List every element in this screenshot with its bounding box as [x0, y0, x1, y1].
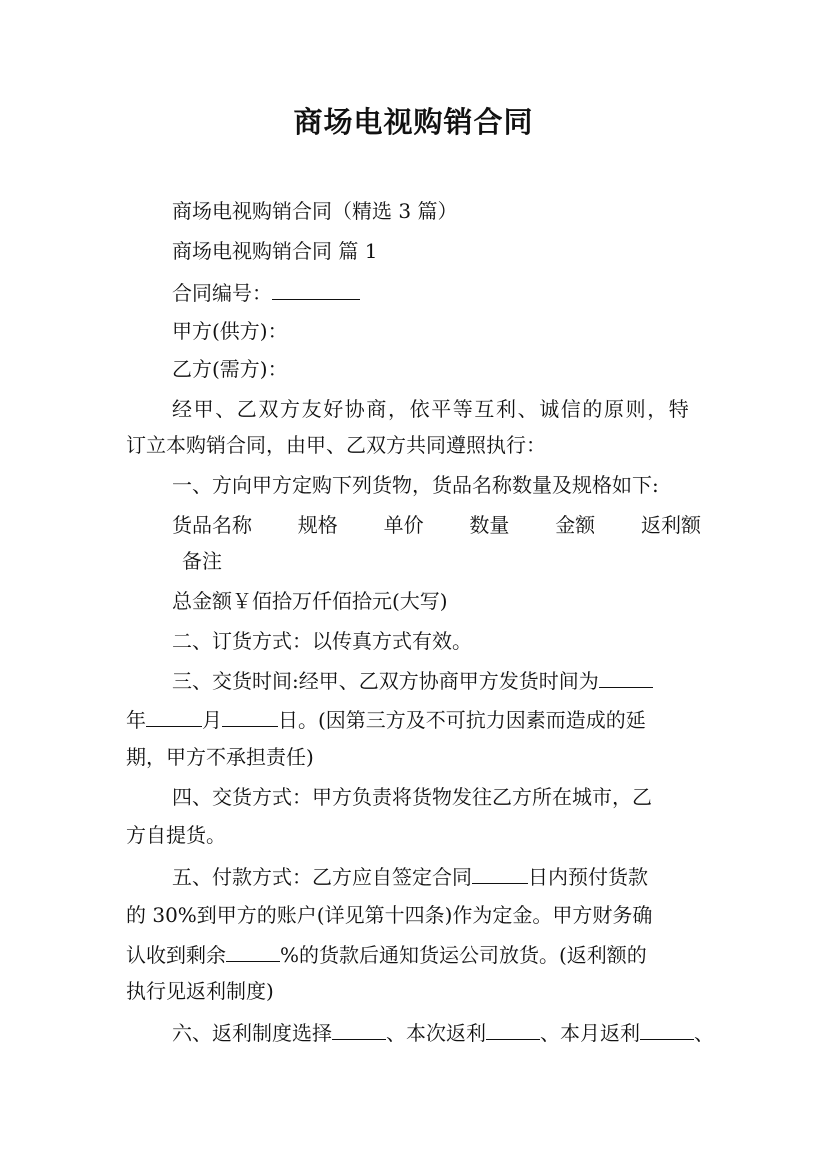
goods-table-header: [172, 513, 701, 537]
subtitle-line: 商场电视购销合同（精选 3 篇）: [172, 199, 458, 223]
column-header: 数量: [469, 513, 510, 537]
clause-3-line: [172, 667, 653, 693]
clause-5-text-3: 认收到剩余: [126, 943, 226, 967]
clause-5-line-3: [126, 941, 647, 967]
clause-5-text-4: %的货款后通知货运公司放货。(返利额的: [280, 943, 647, 967]
month-label: 月: [202, 708, 222, 732]
remaining-percent-blank: [226, 941, 280, 962]
clause-3-line-2: [126, 706, 646, 732]
column-header: 金额: [555, 513, 596, 537]
clause-6-text-4: 、: [694, 1021, 714, 1045]
year-label: 年: [126, 708, 146, 732]
prepay-days-blank: [472, 863, 528, 884]
monthly-rebate-blank: [640, 1019, 694, 1040]
clause-5-line-4: 执行见返利制度): [126, 979, 274, 1003]
document-title: 商场电视购销合同: [293, 105, 534, 139]
month-blank: [222, 706, 278, 727]
total-amount-line: 总金额￥佰拾万仟佰拾元(大写): [172, 589, 448, 613]
clause-4-line: 四、交货方式：甲方负责将货物发往乙方所在城市，乙: [172, 785, 652, 809]
day-text: 日。(因第三方及不可抗力因素而造成的延: [278, 708, 646, 732]
delivery-blank: [599, 667, 653, 688]
clause-3-line-3: 期，甲方不承担责任): [126, 745, 314, 769]
clause-6-line: [172, 1019, 714, 1045]
paragraph-line: 订立本购销合同，由甲、乙双方共同遵照执行：: [126, 433, 546, 457]
clause-6-text-3: 、本月返利: [540, 1021, 640, 1045]
clause-1-line: 一、方向甲方定购下列货物，货品名称数量及规格如下:: [172, 473, 659, 497]
contract-number-line: [172, 279, 360, 305]
contract-number-label: 合同编号：: [172, 281, 272, 305]
clause-5-line-2: 的 30%到甲方的账户(详见第十四条)作为定金。甲方财务确: [126, 903, 653, 927]
paragraph-line: 经甲、乙双方友好协商，依平等互利、诚信的原则，特: [172, 397, 691, 421]
column-header: 规格: [297, 513, 338, 537]
section-heading: 商场电视购销合同 篇 1: [172, 239, 378, 263]
clause-6-text: 六、返利制度选择: [172, 1021, 332, 1045]
year-blank: [146, 706, 202, 727]
clause-5-text: 五、付款方式：乙方应自签定合同: [172, 865, 472, 889]
column-header-remark: 备注: [182, 549, 222, 573]
rebate-option-blank: [332, 1019, 386, 1040]
column-header: 单价: [383, 513, 424, 537]
party-b-line: 乙方(需方)：: [172, 357, 288, 381]
clause-2-line: 二、订货方式：以传真方式有效。: [172, 629, 472, 653]
column-header: 返利额: [640, 513, 701, 537]
clause-4-line-2: 方自提货。: [126, 823, 226, 847]
clause-5-text-2: 日内预付货款: [528, 865, 648, 889]
contract-number-blank: [272, 279, 360, 300]
clause-3-text: 三、交货时间:经甲、乙双方协商甲方发货时间为: [172, 669, 599, 693]
clause-6-text-2: 、本次返利: [386, 1021, 486, 1045]
party-a-line: 甲方(供方)：: [172, 319, 288, 343]
column-header: 货品名称: [172, 513, 252, 537]
current-rebate-blank: [486, 1019, 540, 1040]
clause-5-line: [172, 863, 648, 889]
